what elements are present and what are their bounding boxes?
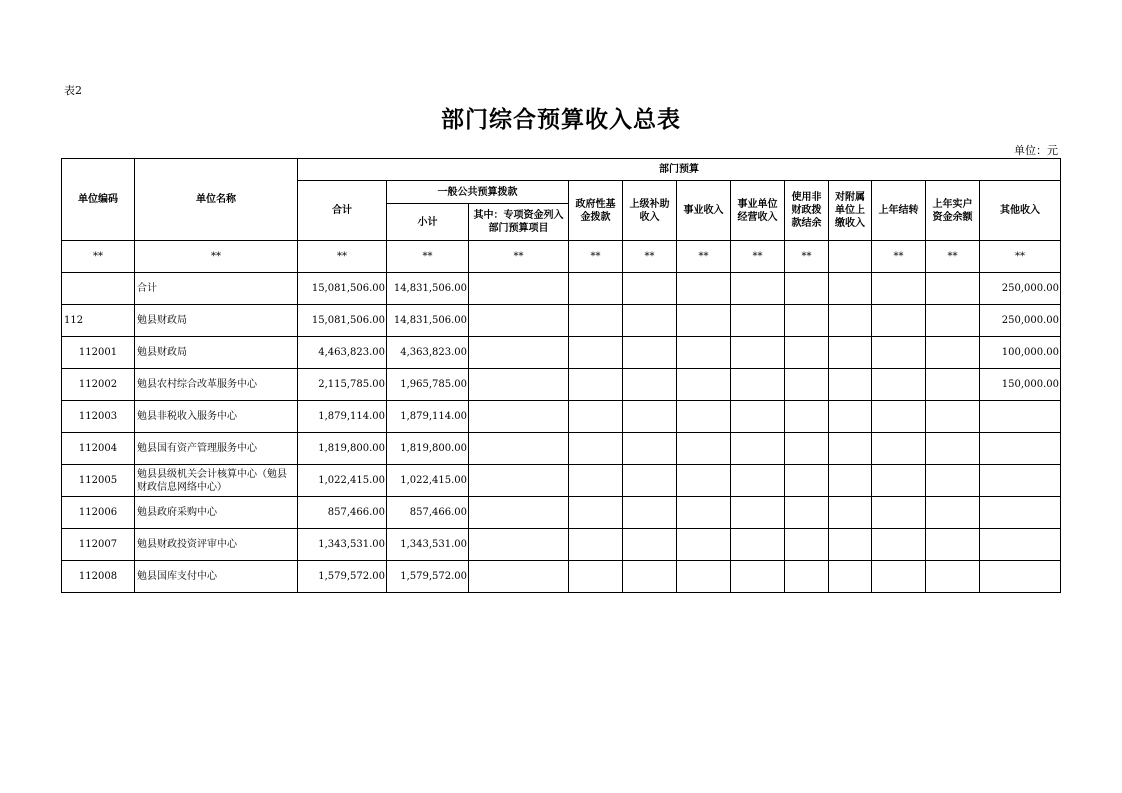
- cell-empty: [677, 305, 731, 337]
- cell-subtotal: 1,965,785.00: [387, 369, 469, 401]
- cell-empty: [731, 369, 785, 401]
- asterisk-cell: **: [135, 241, 298, 273]
- cell-empty: [829, 433, 872, 465]
- cell-empty: [731, 465, 785, 497]
- cell-other-income: 250,000.00: [980, 273, 1061, 305]
- cell-name: 勉县非税收入服务中心: [135, 401, 298, 433]
- cell-empty: [677, 561, 731, 593]
- cell-other-income: 100,000.00: [980, 337, 1061, 369]
- cell-empty: [926, 273, 980, 305]
- cell-total: 2,115,785.00: [298, 369, 387, 401]
- cell-name: 勉县政府采购中心: [135, 497, 298, 529]
- cell-empty: [785, 401, 829, 433]
- asterisk-row: [62, 241, 1061, 273]
- cell-subtotal: 4,363,823.00: [387, 337, 469, 369]
- header-special-funds: 其中：专项资金列入部门预算项目: [469, 204, 569, 241]
- cell-total: 15,081,506.00: [298, 273, 387, 305]
- cell-empty: [469, 369, 569, 401]
- cell-other-income: [980, 433, 1061, 465]
- cell-empty: [829, 337, 872, 369]
- cell-other-income: [980, 465, 1061, 497]
- asterisk-cell: **: [387, 241, 469, 273]
- cell-other-income: 150,000.00: [980, 369, 1061, 401]
- cell-code: 112007: [62, 529, 135, 561]
- cell-name: 勉县财政投资评审中心: [135, 529, 298, 561]
- cell-empty: [785, 497, 829, 529]
- cell-empty: [926, 561, 980, 593]
- cell-empty: [623, 273, 677, 305]
- table-row: [62, 433, 1061, 465]
- cell-empty: [829, 273, 872, 305]
- cell-code: 112002: [62, 369, 135, 401]
- header-last-year-fund-balance: 上年实户资金余额: [926, 181, 980, 241]
- cell-empty: [623, 401, 677, 433]
- cell-other-income: 250,000.00: [980, 305, 1061, 337]
- cell-empty: [785, 433, 829, 465]
- cell-subtotal: 1,579,572.00: [387, 561, 469, 593]
- cell-subtotal: 1,343,531.00: [387, 529, 469, 561]
- cell-code: [62, 273, 135, 305]
- table-row: [62, 337, 1061, 369]
- cell-empty: [469, 273, 569, 305]
- cell-empty: [569, 369, 623, 401]
- cell-empty: [872, 401, 926, 433]
- cell-empty: [872, 433, 926, 465]
- unit-label: 单位：元: [1014, 144, 1058, 157]
- budget-income-table: [61, 158, 1061, 593]
- cell-empty: [731, 561, 785, 593]
- asterisk-cell: **: [731, 241, 785, 273]
- cell-empty: [926, 369, 980, 401]
- header-non-fiscal-balance: 使用非财政拨款结余: [785, 181, 829, 241]
- cell-empty: [785, 465, 829, 497]
- cell-empty: [731, 305, 785, 337]
- cell-empty: [731, 433, 785, 465]
- cell-name: 合计: [135, 273, 298, 305]
- cell-empty: [623, 465, 677, 497]
- table-row: [62, 369, 1061, 401]
- header-dept-budget: 部门预算: [298, 159, 1061, 181]
- cell-empty: [926, 529, 980, 561]
- header-upper-subsidy: 上级补助收入: [623, 181, 677, 241]
- cell-empty: [569, 305, 623, 337]
- cell-total: 1,879,114.00: [298, 401, 387, 433]
- cell-code: 112001: [62, 337, 135, 369]
- cell-empty: [926, 497, 980, 529]
- cell-code: 112: [62, 305, 135, 337]
- cell-code: 112003: [62, 401, 135, 433]
- cell-code: 112008: [62, 561, 135, 593]
- table-row: [62, 529, 1061, 561]
- cell-name: 勉县县级机关会计核算中心（勉县财政信息网络中心）: [135, 465, 298, 497]
- cell-empty: [926, 337, 980, 369]
- cell-empty: [872, 273, 926, 305]
- cell-code: 112004: [62, 433, 135, 465]
- asterisk-cell: **: [469, 241, 569, 273]
- cell-empty: [785, 273, 829, 305]
- cell-subtotal: 1,879,114.00: [387, 401, 469, 433]
- cell-empty: [623, 337, 677, 369]
- cell-other-income: [980, 561, 1061, 593]
- cell-empty: [872, 529, 926, 561]
- cell-total: 1,579,572.00: [298, 561, 387, 593]
- header-general-public: 一般公共预算拨款: [387, 181, 569, 204]
- cell-empty: [677, 273, 731, 305]
- header-name: 单位名称: [135, 159, 298, 241]
- cell-empty: [926, 401, 980, 433]
- cell-empty: [469, 337, 569, 369]
- cell-empty: [469, 465, 569, 497]
- cell-total: 1,022,415.00: [298, 465, 387, 497]
- header-subtotal: 小计: [387, 204, 469, 241]
- header-other-income: 其他收入: [980, 181, 1061, 241]
- cell-empty: [731, 273, 785, 305]
- cell-empty: [469, 433, 569, 465]
- cell-empty: [785, 529, 829, 561]
- cell-empty: [731, 401, 785, 433]
- cell-empty: [569, 273, 623, 305]
- cell-empty: [829, 369, 872, 401]
- cell-empty: [677, 497, 731, 529]
- cell-empty: [926, 433, 980, 465]
- cell-empty: [677, 529, 731, 561]
- cell-empty: [469, 305, 569, 337]
- cell-empty: [469, 401, 569, 433]
- table-row: [62, 305, 1061, 337]
- cell-subtotal: 14,831,506.00: [387, 305, 469, 337]
- cell-empty: [623, 433, 677, 465]
- cell-empty: [677, 337, 731, 369]
- cell-empty: [677, 465, 731, 497]
- cell-name: 勉县财政局: [135, 337, 298, 369]
- cell-empty: [677, 433, 731, 465]
- cell-total: 1,819,800.00: [298, 433, 387, 465]
- cell-empty: [872, 497, 926, 529]
- cell-total: 857,466.00: [298, 497, 387, 529]
- cell-subtotal: 1,819,800.00: [387, 433, 469, 465]
- cell-empty: [469, 497, 569, 529]
- cell-empty: [872, 305, 926, 337]
- asterisk-cell: **: [980, 241, 1061, 273]
- cell-empty: [731, 497, 785, 529]
- asterisk-cell: **: [298, 241, 387, 273]
- cell-empty: [785, 337, 829, 369]
- cell-empty: [829, 401, 872, 433]
- cell-empty: [731, 529, 785, 561]
- cell-empty: [829, 305, 872, 337]
- table-row: [62, 561, 1061, 593]
- cell-name: 勉县财政局: [135, 305, 298, 337]
- page-title: 部门综合预算收入总表: [441, 106, 681, 133]
- cell-empty: [785, 561, 829, 593]
- asterisk-cell: **: [785, 241, 829, 273]
- cell-other-income: [980, 497, 1061, 529]
- cell-empty: [569, 337, 623, 369]
- header-business-income: 事业收入: [677, 181, 731, 241]
- cell-empty: [569, 401, 623, 433]
- cell-name: 勉县国库支付中心: [135, 561, 298, 593]
- cell-empty: [677, 401, 731, 433]
- header-gov-fund: 政府性基金拨款: [569, 181, 623, 241]
- cell-empty: [872, 369, 926, 401]
- cell-empty: [623, 497, 677, 529]
- cell-empty: [569, 497, 623, 529]
- asterisk-cell: **: [872, 241, 926, 273]
- cell-empty: [872, 465, 926, 497]
- table-row: [62, 401, 1061, 433]
- header-total: 合计: [298, 181, 387, 241]
- cell-empty: [926, 465, 980, 497]
- cell-empty: [872, 561, 926, 593]
- header-business-unit-operating: 事业单位经营收入: [731, 181, 785, 241]
- header-last-year-carryover: 上年结转: [872, 181, 926, 241]
- cell-empty: [569, 529, 623, 561]
- asterisk-cell: **: [677, 241, 731, 273]
- cell-code: 112006: [62, 497, 135, 529]
- cell-empty: [829, 529, 872, 561]
- cell-empty: [829, 497, 872, 529]
- header-affiliated-turnover: 对附属单位上缴收入: [829, 181, 872, 241]
- asterisk-cell: **: [62, 241, 135, 273]
- cell-empty: [731, 337, 785, 369]
- asterisk-cell: **: [926, 241, 980, 273]
- cell-name: 勉县国有资产管理服务中心: [135, 433, 298, 465]
- cell-empty: [785, 369, 829, 401]
- cell-total: 15,081,506.00: [298, 305, 387, 337]
- cell-empty: [623, 561, 677, 593]
- cell-empty: [829, 561, 872, 593]
- table-row: [62, 497, 1061, 529]
- cell-empty: [872, 337, 926, 369]
- cell-subtotal: 1,022,415.00: [387, 465, 469, 497]
- cell-empty: [677, 369, 731, 401]
- asterisk-cell: **: [569, 241, 623, 273]
- cell-code: 112005: [62, 465, 135, 497]
- cell-empty: [469, 561, 569, 593]
- cell-total: 4,463,823.00: [298, 337, 387, 369]
- header-code: 单位编码: [62, 159, 135, 241]
- cell-empty: [569, 561, 623, 593]
- table-id: 表2: [64, 84, 82, 97]
- cell-empty: [623, 529, 677, 561]
- cell-empty: [569, 433, 623, 465]
- table-row: [62, 273, 1061, 305]
- cell-subtotal: 857,466.00: [387, 497, 469, 529]
- cell-empty: [469, 529, 569, 561]
- table-row: [62, 465, 1061, 497]
- cell-other-income: [980, 401, 1061, 433]
- cell-other-income: [980, 529, 1061, 561]
- cell-name: 勉县农村综合改革服务中心: [135, 369, 298, 401]
- cell-empty: [829, 465, 872, 497]
- cell-empty: [569, 465, 623, 497]
- cell-empty: [623, 369, 677, 401]
- asterisk-cell: [829, 241, 872, 273]
- cell-total: 1,343,531.00: [298, 529, 387, 561]
- cell-empty: [926, 305, 980, 337]
- cell-empty: [623, 305, 677, 337]
- cell-subtotal: 14,831,506.00: [387, 273, 469, 305]
- asterisk-cell: **: [623, 241, 677, 273]
- cell-empty: [785, 305, 829, 337]
